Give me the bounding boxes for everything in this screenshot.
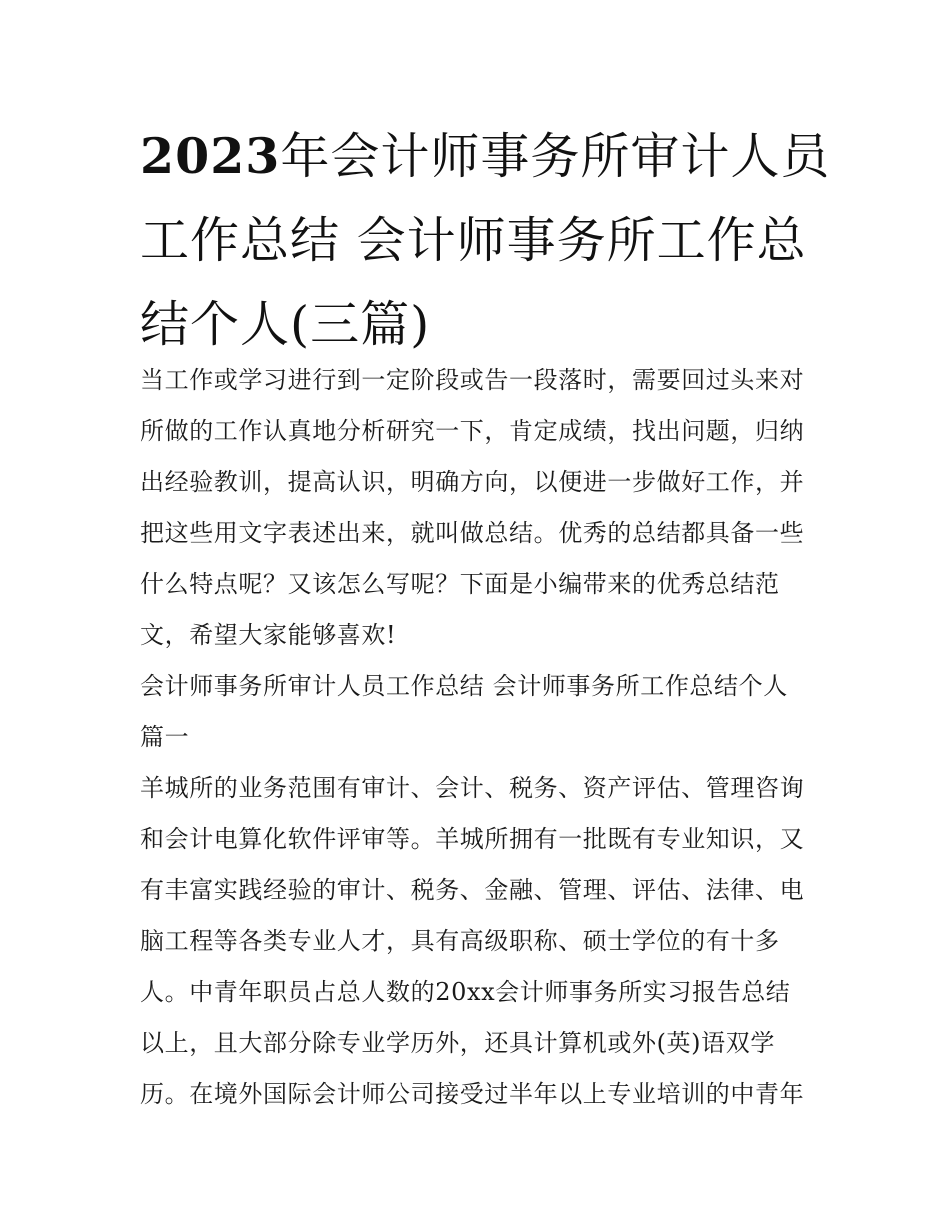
title-line-1-rest: 年会计师事务所审计人员	[280, 128, 831, 185]
intro-paragraph	[140, 355, 820, 661]
intro-line: 出经验教训，提高认识，明确方向，以便进一步做好工作，并	[140, 468, 805, 496]
title-year: 2023	[140, 127, 281, 185]
paragraph-line: 以上，且大部分除专业学历外，还具计算机或外(英)语双学	[140, 1029, 775, 1057]
section-heading-line: 会计师事务所审计人员工作总结 会计师事务所工作总结个人	[140, 672, 788, 700]
intro-line: 把这些用文字表述出来，就叫做总结。优秀的总结都具备一些	[140, 519, 805, 547]
paragraph-line: 历。在境外国际会计师公司接受过半年以上专业培训的中青年	[140, 1080, 805, 1108]
section-heading-line: 篇一	[140, 723, 190, 751]
intro-line: 当工作或学习进行到一定阶段或告一段落时，需要回过头来对	[140, 366, 805, 394]
intro-line: 什么特点呢？又该怎么写呢？下面是小编带来的优秀总结范	[140, 570, 780, 598]
paragraph-line: 脑工程等各类专业人才，具有高级职称、硕士学位的有十多	[140, 927, 780, 955]
section-heading	[140, 661, 820, 763]
paragraph-line: 和会计电算化软件评审等。羊城所拥有一批既有专业知识，又	[140, 825, 805, 853]
title-line-1	[140, 114, 831, 199]
paragraph-line: 羊城所的业务范围有审计、会计、税务、资产评估、管理咨询	[140, 774, 805, 802]
intro-line: 所做的工作认真地分析研究一下，肯定成绩，找出问题，归纳	[140, 417, 805, 445]
title-line-3: 结个人(三篇)	[140, 296, 431, 353]
document-title	[140, 114, 831, 367]
body-paragraph-1	[140, 763, 820, 1120]
title-line-2: 工作总结 会计师事务所工作总	[140, 212, 807, 269]
paragraph-line: 人。中青年职员占总人数的20xx会计师事务所实习报告总结	[140, 978, 791, 1006]
paragraph-line: 有丰富实践经验的审计、税务、金融、管理、评估、法律、电	[140, 876, 805, 904]
intro-line: 文，希望大家能够喜欢!	[140, 621, 397, 649]
